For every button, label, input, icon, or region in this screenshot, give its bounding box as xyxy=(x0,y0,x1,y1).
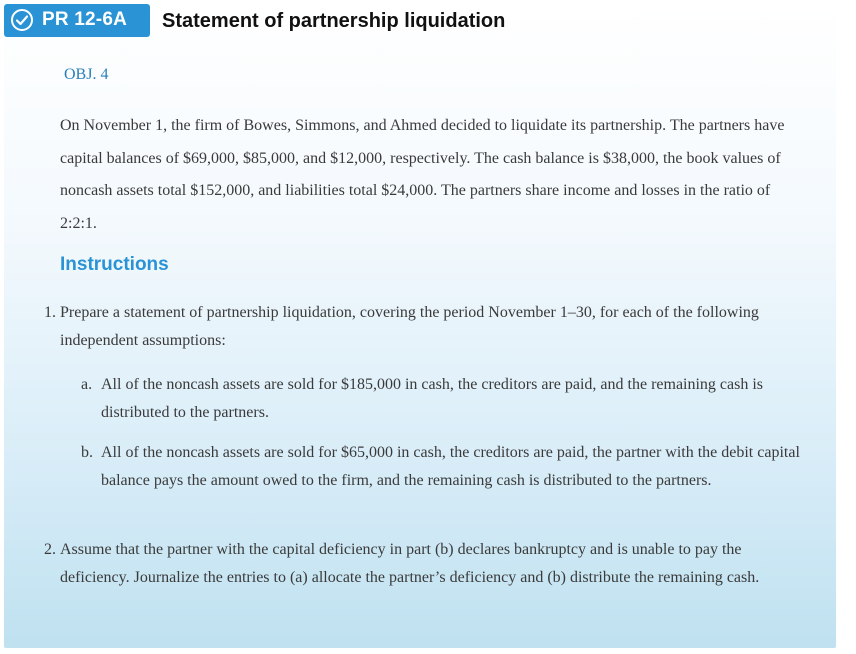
problem-badge xyxy=(4,4,150,37)
check-circle-icon xyxy=(10,8,34,32)
problem-title: Statement of partnership liquidation xyxy=(162,10,506,32)
subitem-letter: a. xyxy=(81,376,93,393)
objective-label: OBJ. 4 xyxy=(64,66,109,83)
instruction-text: Assume that the partner with the capital deficiency in part (b) declares bankruptcy and is unable to pay the deficiency. Journalize the entries to (a) allocate the partner’s deficiency and (b) distribute the remaining cash. xyxy=(60,541,760,586)
instruction-number: 2. xyxy=(44,541,56,558)
instruction-text: Prepare a statement of partnership liquidation, covering the period November 1–30, for each of the following independent assumptions: xyxy=(60,304,759,349)
problem-number: PR 12-6A xyxy=(42,9,128,30)
subitem-letter: b. xyxy=(81,444,93,461)
instruction-number: 1. xyxy=(44,304,56,321)
problem-header xyxy=(4,4,836,38)
subitem-text: All of the noncash assets are sold for $185,000 in cash, the creditors are paid, and the remaining cash is distributed to the partners. xyxy=(101,376,764,421)
problem-intro-paragraph: On November 1, the firm of Bowes, Simmons, and Ahmed decided to liquidate its partnership. The partners have capital balances of $69,000, $85,000, and $12,000, respectively. The cash balance is $38,000, the book values of noncash assets total $152,000, and liabilities total $24,000. The partners share income and losses in the ratio of 2:2:1. xyxy=(60,117,785,232)
subitem-text: All of the noncash assets are sold for $65,000 in cash, the creditors are paid, the partner with the debit capital balance pays the amount owed to the firm, and the remaining cash is distributed to the partners. xyxy=(101,444,800,489)
instructions-heading: Instructions xyxy=(60,254,169,275)
